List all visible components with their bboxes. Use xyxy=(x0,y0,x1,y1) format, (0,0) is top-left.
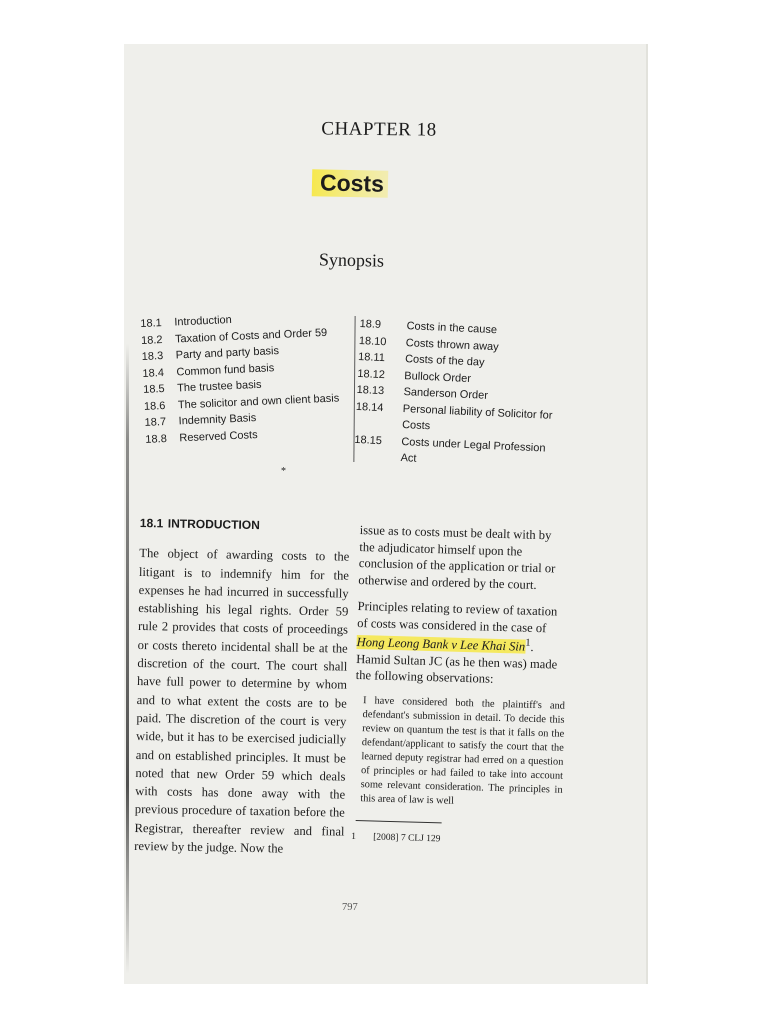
synopsis-item-label: Personal liability of Solicitor for Costs xyxy=(401,402,553,433)
synopsis-item-number: 18.2 xyxy=(140,333,163,347)
synopsis-item-number: 18.15 xyxy=(354,433,383,447)
footnote-rule xyxy=(356,820,442,823)
synopsis-item-label: Bullock Order xyxy=(404,369,472,385)
footnote-text: [2008] 7 CLJ 129 xyxy=(373,832,441,845)
synopsis-item-label: Costs under Legal Profession Act xyxy=(400,435,546,465)
synopsis-item-number: 18.1 xyxy=(140,317,163,330)
synopsis-item-number: 18.4 xyxy=(142,366,165,380)
synopsis-item-label: Indemnity Basis xyxy=(178,412,257,428)
synopsis-list-left xyxy=(140,307,351,448)
synopsis-item-number: 18.11 xyxy=(357,350,386,365)
synopsis-item-number: 18.9 xyxy=(359,317,382,331)
body-column-right xyxy=(351,522,570,851)
synopsis-item-label: Costs thrown away xyxy=(405,336,499,353)
synopsis-item-number: 18.8 xyxy=(145,432,168,446)
synopsis-item-label: Party and party basis xyxy=(175,344,280,362)
synopsis-heading: Synopsis xyxy=(318,249,385,271)
synopsis-item-label: Common fund basis xyxy=(176,361,275,378)
synopsis-item-label: The trustee basis xyxy=(176,378,262,395)
stray-mark: * xyxy=(281,466,286,477)
section-title: INTRODUCTION xyxy=(167,516,260,533)
synopsis-item-number: 18.10 xyxy=(358,334,387,348)
paragraph-text: Principles relating to review of taxation of costs was considered in the case of xyxy=(356,598,558,635)
case-name-highlight: Hong Leong Bank v Lee Khai Sin xyxy=(356,635,526,654)
section-heading xyxy=(140,514,350,536)
binding-shadow xyxy=(126,344,129,974)
synopsis-item-label: Sanderson Order xyxy=(403,386,489,402)
body-paragraph: The object of awarding costs to the litigant is to indemnify him for the expenses he had incurred in successfully establishing his legal rights. Order 59 rule 2 provides that costs of proceedings or costs thereto incidental shall be at the discretion of the court. The court shall have full power to determine by whom and to what extent the costs are to be paid. The discretion of the court is very wide, but it has to be exercised judicially and on established principles. It must be noted that new Order 59 which deals with costs has done away with the previous procedure of taxation before the Registrar, thereafter review and final review by the judge. Now the xyxy=(134,546,350,856)
chapter-number: CHAPTER 18 xyxy=(321,118,437,141)
body-paragraph: issue as to costs must be dealt with by the adjudicator himself upon the conclusion of the application or trial or otherwise and ordered by the court. xyxy=(358,522,556,592)
section-number: 18.1 xyxy=(139,515,164,531)
synopsis-item-label: Introduction xyxy=(174,314,233,329)
footnote-reference: 1 xyxy=(525,637,531,649)
synopsis-item-number: 18.13 xyxy=(356,383,385,398)
body-column-left xyxy=(134,514,350,859)
footnote xyxy=(351,829,561,851)
synopsis-item-number: 18.12 xyxy=(357,367,386,381)
book-page xyxy=(124,44,648,984)
footnote-mark: 1 xyxy=(351,831,357,842)
block-quote: I have considered both the plaintiff's and defendant's submission in detail. To decide this review on quantum the test is that it falls on the defendant/applicant to satisfy the court that the learned deputy registrar had erred on a question of principles or had failed to take into account some relevant consideration. The principles in this area of law is well xyxy=(360,694,566,807)
paragraph-text: . Hamid Sultan JC (as he then was) made the following observations: xyxy=(355,639,558,686)
chapter-title: Costs xyxy=(312,169,388,198)
synopsis-item-number: 18.14 xyxy=(355,400,384,414)
synopsis-item-label: Taxation of Costs and Order 59 xyxy=(174,326,328,345)
synopsis-item-label: Costs of the day xyxy=(404,353,485,369)
synopsis-list-right xyxy=(353,316,560,473)
synopsis-item-number: 18.3 xyxy=(141,350,164,363)
synopsis-item-label: Reserved Costs xyxy=(179,428,258,444)
body-paragraph xyxy=(355,598,567,690)
page-number: 797 xyxy=(342,902,358,913)
synopsis-item-number: 18.5 xyxy=(142,383,165,396)
synopsis-item-label: Costs in the cause xyxy=(406,320,498,337)
synopsis-item-label: The solicitor and own client basis xyxy=(177,391,340,411)
synopsis-item-number: 18.7 xyxy=(144,415,167,429)
synopsis-item-number: 18.6 xyxy=(143,399,166,413)
